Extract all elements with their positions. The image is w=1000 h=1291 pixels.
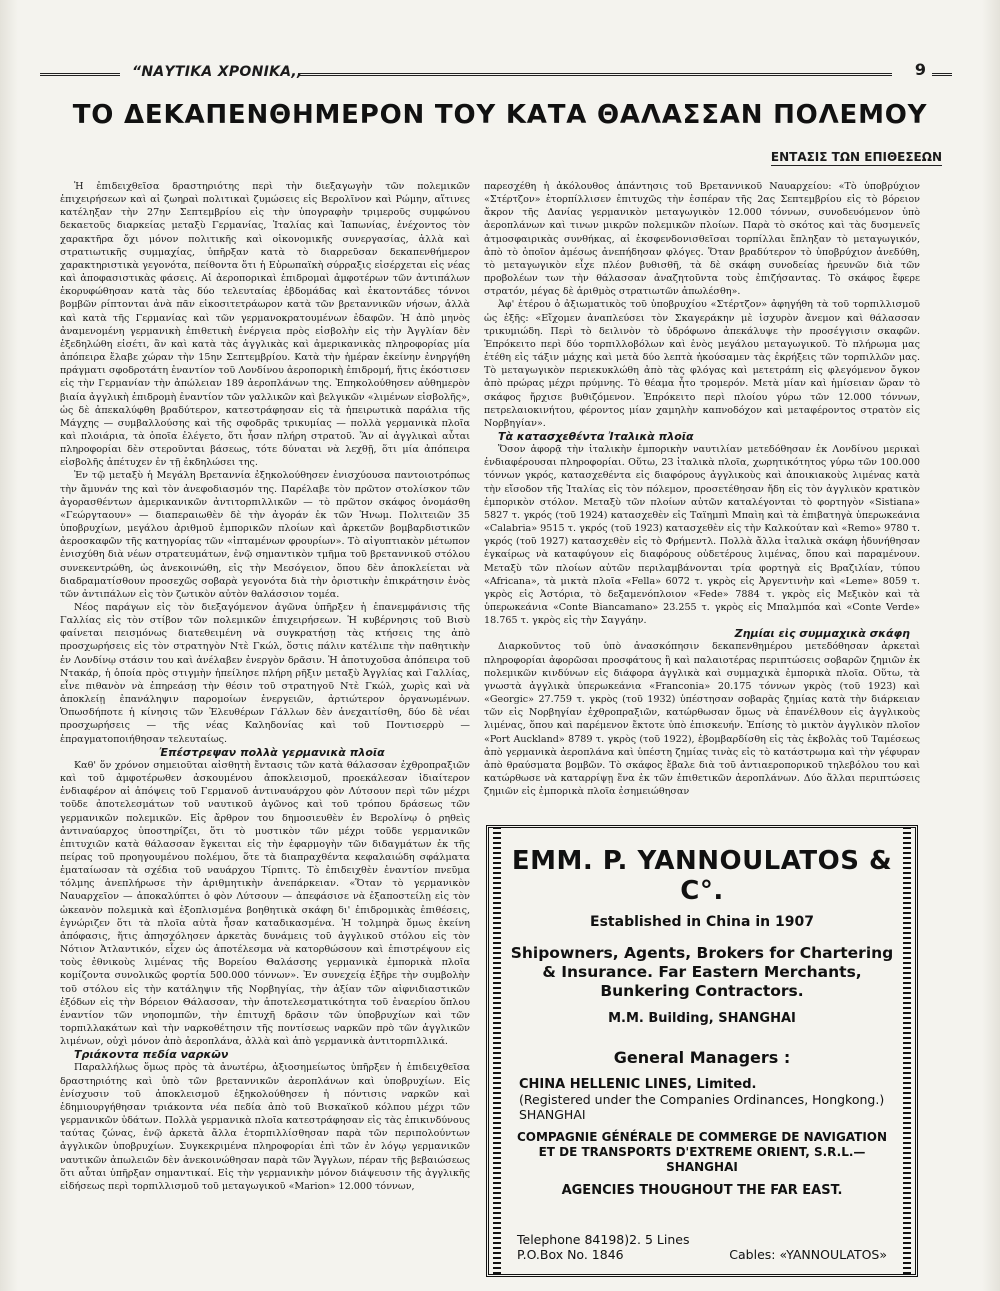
running-header bbox=[40, 60, 952, 88]
paragraph: Καθ' ὅν χρόνον σημειοῦται αἰσθητὴ ἔντασις τῶν κατὰ θάλασσαν ἐχθροπραξιῶν καὶ τοῦ ἀμφοτέρωθεν ἀσκουμένου ἀποκλεισμοῦ, προεκάλεσαν ἰδιαίτερον ἐνδιαφέρον αἱ ἀπόψεις τοῦ Γερμανοῦ ἀντιναυάρχου φὸν Λύτσουν περὶ τῶν μέχρι τοῦδε ἀποτελεσμάτων τοῦ ναυτικοῦ ἀγῶνος καὶ τοῦ τρόπου δράσεως τῶν γερμανικῶν πολεμικῶν. Εἰς ἄρθρον του δημοσιευθὲν ἐν Βερολίνῳ ὁ ρηθεὶς ἀντιναύαρχος ὑποστηρίζει, ὅτι τὸ μυστικὸν τῶν μέχρι τοῦδε γερμανικῶν ἐπιτυχιῶν κατὰ θάλασσαν ἔγκειται εἰς τὴν ἐφαρμογὴν τῶν διδαγμάτων ἐκ τῆς πείρας τοῦ προηγουμένου πολέμου, ὅτε τὰ διαπραχθέντα κεφαλαιώδη σφάλματα ἐματαίωσαν τὰ σχέδια τοῦ ναυάρχου Τίρπιτς. Τὸ ἐπιδειχθὲν ἐναντίον πνεῦμα τόλμης ἀνεπλήρωσε τὴν ἀριθμητικὴν ἀνεπάρκειαν. «Ὅταν τὸ γερμανικὸν Ναυαρχεῖον — ἀποκαλύπτει ὁ φὸν Λύτσουν — ἀπεφάσισε νὰ ἐξαποστείλῃ εἰς τὸν ὠκεανὸν πολεμικὰ καὶ ἐξοπλισμένα βοηθητικὰ σκάφη δι' ἐπιδρομικὰς ἐπιθέσεις, ἐγνώριζεν ὅτι τὰ πλοῖα αὐτὰ ἦσαν καταδικασμένα. Ἡ τολμηρὰ ὅμως ἐκείνη ἀπόφασις, ἥτις ἀπησχόλησεν ἀρκετὰς δυνάμεις τοῦ ἀγγλικοῦ στόλου εἰς τὸν Νότιον Ἀτλαντικόν, εἶχεν ὡς ἀποτέλεσμα νὰ κατορθώσουν καὶ ἐπιστρέψουν εἰς τοὺς ἐθνικοὺς λιμένας τῆς Βορείου Θαλάσσης γερμανικὰ ἐμπορικὰ πλοῖα κομίζοντα συνολικῶς φορτία 500.000 τόννων». Ἐν συνεχείᾳ ἐξῆρε τὴν συμβολὴν τοῦ στόλου εἰς τὴν κατάληψιν τῆς Νορβηγίας, τὴν ἀξίαν τῶν αἰφνιδιαστικῶν ἐξόδων εἰς τὴν Βόρειον Θάλασσαν, τὴν ἀποτελεσματικότητα τοῦ ἐναερίου ὅπλου ἐναντίον τῶν νηοπομπῶν, τὴν ἐπιτυχῆ δρᾶσιν τῶν ὑποβρυχίων καὶ τῶν τορπιλλακάτων καὶ τὴν ναρκοθέτησιν τῆς ποντίσεως ναρκῶν πρὸ τῶν ἀγγλικῶν λιμένων, οὐχὶ μόνον ἀπὸ ἀεροπλάνα, ἀλλὰ καὶ ἀπὸ γερμανικὰ ἀντιτορπιλλικά. bbox=[60, 759, 470, 1048]
ad-company-name: EMM. P. YANNOULATOS & C°. bbox=[511, 846, 893, 906]
ad-services: Shipowners, Agents, Brokers for Chartering & Insurance. Far Eastern Merchants, Bunkering Contractors. bbox=[510, 944, 894, 1000]
paragraph: Διαρκοῦντος τοῦ ὑπὸ ἀνασκόπησιν δεκαπενθημέρου μετεδόθησαν ἀρκεταὶ πληροφορίαι ἀφορῶσαι προσφάτους ἢ καὶ παλαιοτέρας περιπτώσεις σοβαρῶν ζημιῶν ἐκ πολεμικῶν κινδύνων εἰς διάφορα ἀγγλικὰ καὶ συμμαχικὰ ἐμπορικὰ πλοῖα. Οὕτω, τὰ γνωστὰ ἀγγλικὰ ὑπερωκεάνια «Franconia» 20.175 τόννων γκρὸς (τοῦ 1923) καὶ «Georgic» 27.759 τ. γκρὸς (τοῦ 1932) ὑπέστησαν σοβαρὰς ζημίας κατὰ τὴν διάρκειαν τῶν εἰς Νορβηγίαν ἐχθροπραξιῶν, κατώρθωσαν ὅμως νὰ ἐπανέλθουν εἰς ἀγγλικοὺς λιμένας, ὅπου καὶ παρέμενον ἔκτοτε ὑπὸ ἐπισκευήν. Ἐπίσης τὸ μικτὸν ἀγγλικὸν πλοῖον «Port Auckland» 8789 τ. γκρὸς (τοῦ 1922), ἐβομβαρδίσθη εἰς τὰς ἐκβολὰς τοῦ Ταμέσεως ἀπὸ γερμανικὰ ἀεροπλάνα καὶ ὑπέστη ζημίας τινὰς εἰς τὸ κατάστρωμα καὶ τὴν γέφυραν ἀπὸ θραύσματα βομβῶν. Τὸ σκάφος ἔβαλε διὰ τοῦ ἀντιαεροπορικοῦ τηλεβόλου του καὶ κατώρθωσε νὰ καταρρίψῃ ἕνα ἐκ τῶν ἐπιθετικῶν ἀεροπλάνων. Δύο ἄλλαι περιπτώσεις ζημιῶν εἰς ἐμπορικὰ πλοῖα ἐσημειώθησαν bbox=[484, 641, 920, 798]
ad-compagnie: COMPAGNIE GÉNÉRALE DE COMMERGE DE NAVIGATION ET DE TRANSPORTS D'EXTREME ORIENT, S.R.L.—SHANGHAI bbox=[516, 1130, 888, 1174]
ad-agencies: AGENCIES THOUGHOUT THE FAR EAST. bbox=[561, 1183, 843, 1198]
ad-line-registration: (Registered under the Companies Ordinances, Hongkong.) SHANGHAI bbox=[519, 1092, 885, 1122]
ad-general-managers: General Managers : bbox=[613, 1048, 791, 1067]
ad-established: Established in China in 1907 bbox=[590, 914, 814, 930]
paragraph: Παραλλήλως ὅμως πρὸς τὰ ἀνωτέρω, ἀξιοσημείωτος ὑπῆρξεν ἡ ἐπιδειχθεῖσα δραστηριότης καὶ ὑπὸ τῶν βρεταννικῶν ἀεροπλάνων καὶ ὑποβρυχίων. Εἰς ἐνίσχυσιν τοῦ ἀποκλεισμοῦ ἐξηκολούθησεν ἡ πόντισις ναρκῶν καὶ ἐδημιουργήθησαν τριάκοντα νέα πεδία ἀπὸ τοῦ Βισκαϊκοῦ κόλπου μέχρι τῶν γερμανικῶν ὑδάτων. Πολλὰ γερμανικὰ πλοῖα κατεστράφησαν εἰς τὰς ἐπικινδύνους ταύτας ζώνας, ἐνῷ ἀρκετὰ ἄλλα ἐτορπιλλίσθησαν παρὰ τῶν περιπολούντων ἀγγλικῶν ὑποβρυχίων. Συγκεκριμένα πληροφορίαι ἐπὶ τῶν ἐν λόγῳ γερμανικῶν ναυτικῶν ἀπωλειῶν δὲν ἀνεκοινώθησαν παρὰ τῶν Ἄγγλων, πέραν τῆς βεβαιώσεως ὅτι αὗται ὑπῆρξαν σημαντικαί. Εἰς τὴν γερμανικὴν μόνον διάψευσιν τῆς ἀγγλικῆς εἰδήσεως περὶ τορπιλλισμοῦ τοῦ μεταγωγικοῦ «Marion» 12.000 τόννων, bbox=[60, 1062, 470, 1192]
article-subhead: ΕΝΤΑΣΙΣ ΤΩΝ ΕΠΙΘΕΣΕΩΝ bbox=[770, 150, 942, 164]
ad-line-name: CHINA HELLENIC LINES, Limited. bbox=[519, 1077, 757, 1092]
advertisement-content bbox=[509, 828, 895, 1274]
ad-border-stripe bbox=[493, 828, 501, 1274]
ad-cables: Cables: «YANNOULATOS» bbox=[729, 1247, 887, 1262]
masthead: “ΝΑΥΤΙΚΑ ΧΡΟΝΙΚΑ,, bbox=[132, 64, 303, 80]
header-rule-middle bbox=[298, 73, 892, 78]
paragraph: Νέος παράγων εἰς τὸν διεξαγόμενον ἀγῶνα ὑπῆρξεν ἡ ἐπανεμφάνισις τῆς Γαλλίας εἰς τὸν στίβον τῶν πολεμικῶν ἐπιχειρήσεων. Ἡ κυβέρνησις τοῦ Βισὺ φαίνεται πεισμόνως διατεθειμένη νὰ συγκρατήσῃ τὰς κτήσεις της ἀπὸ προσχωρήσεις εἰς τὸν στρατηγὸν Ντὲ Γκώλ, ὅστις πάλιν κατέλιπε τὴν παθητικὴν ἐν Λονδίνῳ στάσιν του καὶ ἀνέλαβεν ἐνεργὸν δρᾶσιν. Ἡ ἀποτυχοῦσα ἀπόπειρα τοῦ Ντακάρ, ἡ ὁποία πρὸς στιγμὴν ἠπείλησε πλήρη ρῆξιν μεταξὺ Ἀγγλίας καὶ Γαλλίας, εἶνε πιθανὸν νὰ ἐπηρεάσῃ τὴν θέσιν τοῦ στρατηγοῦ Ντὲ Γκώλ, χωρὶς καὶ νὰ ἀποκλείῃ ἐπανάληψιν παρομοίων ἐνεργειῶν, ἀρτιώτερον ὀργανωμένων. Ὁπωσδήποτε ἡ κίνησις τῶν Ἐλευθέρων Γάλλων δὲν ἀνεχαιτίσθη, δύο δὲ νέαι προσχωρήσεις — τῆς νέας Καληδονίας καὶ τοῦ Ποντισερρὺ — ἐπραγματοποιήθησαν τελευταίως. bbox=[60, 602, 470, 745]
paragraph: Ἀφ' ἑτέρου ὁ ἀξιωματικὸς τοῦ ὑποβρυχίου «Στέρτζον» ἀφηγήθη τὰ τοῦ τορπιλλισμοῦ ὡς ἑξῆς: «Εἴχομεν ἀναπλεύσει τὸν Σκαγεράκην μὲ ἰσχυρὸν ἄνεμον καὶ θάλασσαν τρικυμιώδη. Περὶ τὸ δειλινὸν τὸ ὑδρόφωνο ἀπεκάλυψε τὴν προσέγγισιν σκαφῶν. Ἐπρόκειτο περὶ δύο τορπιλλοβόλων καὶ ἑνὸς μεγάλου μεταγωγικοῦ. Τὸ πλήρωμα μας ἐτέθη εἰς τάξιν μάχης καὶ μετὰ δύο λεπτὰ ἠκούσαμεν τὰς ἐκρήξεις τῶν τορπιλλῶν μας. Τὸ μεταγωγικὸν περιεκυκλώθη ἀπὸ τὰς φλόγας καὶ μετετράπη εἰς φλεγόμενον ὄγκον ἀπὸ πρώρας μέχρι πρύμνης. Τὸ θέαμα ἦτο τρομερόν. Μετὰ μίαν καὶ ἡμίσειαν ὥραν τὸ σκάφος ἤρχισε βυθιζόμενον. Ἐπρόκειτο περὶ πλοίου γύρω τῶν 12.000 τόννων, πετρελαιοκινήτου, φέροντος μίαν χαμηλὴν καπνοδόχον καὶ μεταφέροντος στρατὸν εἰς Νορβηγίαν». bbox=[484, 299, 920, 429]
paragraph: Ἡ ἐπιδειχθεῖσα δραστηριότης περὶ τὴν διεξαγωγὴν τῶν πολεμικῶν ἐπιχειρήσεων καὶ αἱ ζωηραὶ πολιτικαὶ ζυμώσεις εἰς Βερολῖνον καὶ Ρώμην, αἵτινες κατέληξαν τὴν 27ην Σεπτεμβρίου εἰς τὴν ὑπογραφὴν τριμεροῦς συμφώνου δεκαετοῦς διαρκείας μεταξὺ Γερμανίας, Ἰταλίας καὶ Ἰαπωνίας, ἐνέχοντος τὸν χαρακτῆρα ὄχι μόνον πολιτικῆς καὶ οἰκονομικῆς συνεργασίας, ἀλλὰ καὶ στρατιωτικῆς συμμαχίας, ὑπῆρξαν κατὰ τὸ διαρρεῦσαν δεκαπενθήμερον χαρακτηριστικὰ γεγονότα, πείθοντα ὅτι ἡ Εὐρωπαϊκὴ σύρραξις εἰσέρχεται εἰς νέας καὶ ἀποφασιστικὰς φάσεις. Αἱ ἀεροπορικαὶ ἐπιδρομαὶ ἀμφοτέρων τῶν ἀντιπάλων ἐκορυφώθησαν κατὰ τὰς δύο τελευταίας ἑβδομάδας καὶ ἑκατοντάδες τόννοι βομβῶν ρίπτονται ἀνὰ πᾶν εἰκοσιτετράωρον κατὰ τῶν βρεταννικῶν νήσων, ἀλλὰ καὶ κατὰ τῆς Γερμανίας καὶ τῶν γερμανοκρατουμένων ἐδαφῶν. Ἡ ἀπὸ μηνὸς ἀναμενομένη γερμανικὴ ἐπιθετικὴ ἐνέργεια πρὸς εἰσβολὴν εἰς τὴν Ἀγγλίαν δὲν ἐξεδηλώθη εἰσέτι, ἂν καὶ κατὰ τὰς ἀγγλικὰς καὶ ἀμερικανικὰς πληροφορίας μία ἀπόπειρα ἔλαβε χώραν τὴν 15ην Σεπτεμβρίου. Κατὰ τὴν ἡμέραν ἐκείνην ἐνηργήθη πράγματι σφοδροτάτη ἐναντίον τοῦ Λονδίνου ἀεροπορικὴ ἐπιδρομή, ἥτις ἐκόστισεν εἰς τὴν Γερμανίαν τὴν ἀπώλειαν 189 ἀεροπλάνων της. Ἐπηκολούθησεν αὐθημερὸν βιαία ἀγγλικὴ ἐπιδρομὴ ἐναντίον τῶν γαλλικῶν καὶ βελγικῶν «λιμένων εἰσβολῆς», ὡς δὲ ἀπεκαλύφθη βραδύτερον, κατεστράφησαν εἰς τὰ ἠπειρωτικὰ παράλια τῆς Μάγχης — συμβαλλούσης καὶ τῆς σφοδρᾶς τρικυμίας — πολλὰ γερμανικὰ πλοῖα καὶ πλοιάρια, τὰ ὁποῖα ἐλέγετο, ὅτι ἦσαν πλήρη στρατοῦ. Ἂν αἱ ἀγγλικαὶ αὗται πληροφορίαι δὲν στεροῦνται βάσεως, τότε δύναται νὰ λεχθῇ, ὅτι μία ἀπόπειρα εἰσβολῆς ἀπέτυχεν ἐν τῇ ἐκδηλώσει της. bbox=[60, 181, 470, 469]
paragraph: Ἐν τῷ μεταξὺ ἡ Μεγάλη Βρεταννία ἐξηκολούθησεν ἐνισχύουσα παντοιοτρόπως τὴν ἄμυνάν της καὶ τὸν ἀνεφοδιασμόν της. Παρέλαβε τὸν πρῶτον στολίσκον τῶν ἀγορασθέντων ἀμερικανικῶν ἀντιτορπιλλικῶν — τὸ πρῶτον σκάφος ὀνομάσθη «Γεώργταουν» — διαπεραιωθὲν δὲ τὴν ἀγοράν ἐκ τῶν Ἡνωμ. Πολιτειῶν 35 ὑποβρυχίων, μεγάλου ἀριθμοῦ ἐμπορικῶν πλοίων καὶ ἀρκετῶν βομβαρδιστικῶν ἀεροσκαφῶν τῆς κατηγορίας τῶν «ἱπταμένων φρουρίων». Τὸ αἰγυπτιακὸν μέτωπον ἐνισχύθη διὰ νέων στρατευμάτων, ἐνῷ σημαντικὸν τμῆμα τοῦ βρεταννικοῦ στόλου συνεκεντρώθη, ὡς ἀνεκοινώθη, εἰς τὴν Μεσόγειον, ὅπου δὲν ἀποκλείεται νὰ διαδραματίσθουν προσεχῶς σοβαρὰ γεγονότα διὰ τὴν ὁριστικὴν ἐπικράτησιν ἑνὸς τῶν ἀντιπάλων εἰς τὸν ζωτικὸν αὐτὸν θαλάσσιον τομέα. bbox=[60, 470, 470, 600]
paragraph: Ὅσον ἀφορᾷ τὴν ἰταλικὴν ἐμπορικὴν ναυτιλίαν μετεδόθησαν ἐκ Λονδίνου μερικαὶ ἐνδιαφέρουσαι πληροφορίαι. Οὕτω, 23 ἰταλικὰ πλοῖα, χωρητικότητος γύρω τῶν 100.000 τόννων γκρός, κατασχεθέντα εἰς διαφόρους ἀγγλικοὺς καὶ ἀποικιακοὺς λιμένας κατὰ τὴν εἴσοδον τῆς Ἰταλίας εἰς τὸν πόλεμον, προσετέθησαν ἤδη εἰς τὸν ἀγγλικὸν κρατικὸν ἐμπορικὸν στόλον. Μεταξὺ τῶν πλοίων αὐτῶν καταλέγονται τὸ φορτηγὸν «Sistiana» 5827 τ. γκρός (τοῦ 1924) κατασχεθὲν εἰς Ταϊημπὶ Μπαὶη καὶ τὰ ἐπιβατηγὰ ὑπερωκεάνια «Calabria» 9515 τ. γκρός (τοῦ 1923) κατασχεθὲν εἰς τὴν Καλκούταν καὶ «Remo» 9780 τ. γκρός (τοῦ 1927) κατασχεθὲν εἰς τὸ Φρήμεντλ. Πολλὰ ἄλλα ἰταλικὰ σκάφη ἠδυνήθησαν ἐγκαίρως νὰ καταφύγουν εἰς διαφόρους οὐδετέρους λιμένας, ὅπου καὶ παραμένουν. Μεταξὺ τῶν πλοίων αὐτῶν περιλαμβάνονται τρία φορτηγὰ εἰς Βραζιλίαν, τύπου «Africana», τὰ μικτὰ πλοῖα «Fella» 6072 τ. γκρὸς εἰς Ἀργεντινὴν καὶ «Leme» 8059 τ. γκρὸς εἰς Ἀστόρια, τὸ δεξαμενόπλοιον «Fede» 7884 τ. γκρὸς εἰς Μεξικὸν καὶ τὰ ὑπερωκεάνια «Conte Biancamano» 23.255 τ. γκρὸς εἰς Μπαλμπόα καὶ «Conte Verde» 18.765 τ. γκρὸς εἰς τὴν Σαγγάην. bbox=[484, 444, 920, 627]
ad-building: M.M. Building, SHANGHAI bbox=[608, 1011, 796, 1026]
section-heading: Τριάκοντα πεδία ναρκῶν bbox=[74, 1048, 229, 1062]
right-column bbox=[484, 180, 920, 820]
page-edge-right bbox=[982, 0, 1000, 1291]
ad-border-stripe bbox=[903, 828, 911, 1274]
header-rule-left bbox=[40, 73, 120, 78]
ad-telephone: Telephone 84198)2. 5 Lines bbox=[517, 1232, 690, 1247]
page-edge-left bbox=[0, 0, 18, 1291]
section-heading: Ἐπέστρεψαν πολλὰ γερμανικὰ πλοῖα bbox=[159, 745, 385, 759]
section-heading: Ζημίαι εἰς συμμαχικὰ σκάφη bbox=[734, 627, 910, 641]
paragraph: παρεσχέθη ἡ ἀκόλουθος ἀπάντησις τοῦ Βρεταννικοῦ Ναυαρχείου: «Τὸ ὑποβρύχιον «Στέρτζον» ἐτορπίλλισεν ἐπιτυχῶς τὴν ἑσπέραν τῆς 2ας Σεπτεμβρίου εἰς τὸ βόρειον ἄκρον τῆς Δανίας γερμανικὸν μεταγωγικὸν 12.000 τόννων, συνοδευόμενον ὑπὸ ἀεροπλάνων καὶ τινων μικρῶν πολεμικῶν πλοίων. Παρὰ τὸ σκότος καὶ τὰς δυσμενεῖς ἀτμοσφαιρικὰς συνθήκας, αἱ ἐκσφενδονισθεῖσαι τορπίλλαι ἔπληξαν τὸ μεταγωγικόν, ἀπὸ τὸ ὁποῖον ἀμέσως ἀνεπήδησαν φλόγες. Ὅταν βραδύτερον τὸ ὑποβρύχιον ἀνεδύθη, τὸ μεταγωγικὸν εἶχε πλέον βυθισθῆ, τὰ δὲ σκάφη συνοδείας ἠρευνῶν διὰ τῶν προβολέων των τὴν θάλασσαν ἀναζητοῦντα τοὺς ἐπιζήσαντας. Τὸ σκάφος ἔφερε στρατόν, μέγας δὲ ἀριθμὸς στρατιωτῶν ἀπωλέσθη». bbox=[484, 181, 920, 298]
section-heading: Τὰ κατασχεθέντα Ἰταλικὰ πλοῖα bbox=[498, 429, 694, 443]
page-number: 9 bbox=[914, 60, 926, 79]
article-headline: ΤΟ ΔΕΚΑΠΕΝΘΗΜΕΡΟΝ ΤΟΥ ΚΑΤΑ ΘΑΛΑΣΣΑΝ ΠΟΛΕΜΟΥ bbox=[72, 100, 928, 130]
ad-contact bbox=[517, 1232, 887, 1262]
left-column bbox=[60, 180, 470, 1270]
header-rule-right bbox=[932, 73, 952, 78]
advertisement-box bbox=[486, 825, 918, 1277]
ad-pobox: P.O.Box No. 1846 bbox=[517, 1247, 624, 1262]
